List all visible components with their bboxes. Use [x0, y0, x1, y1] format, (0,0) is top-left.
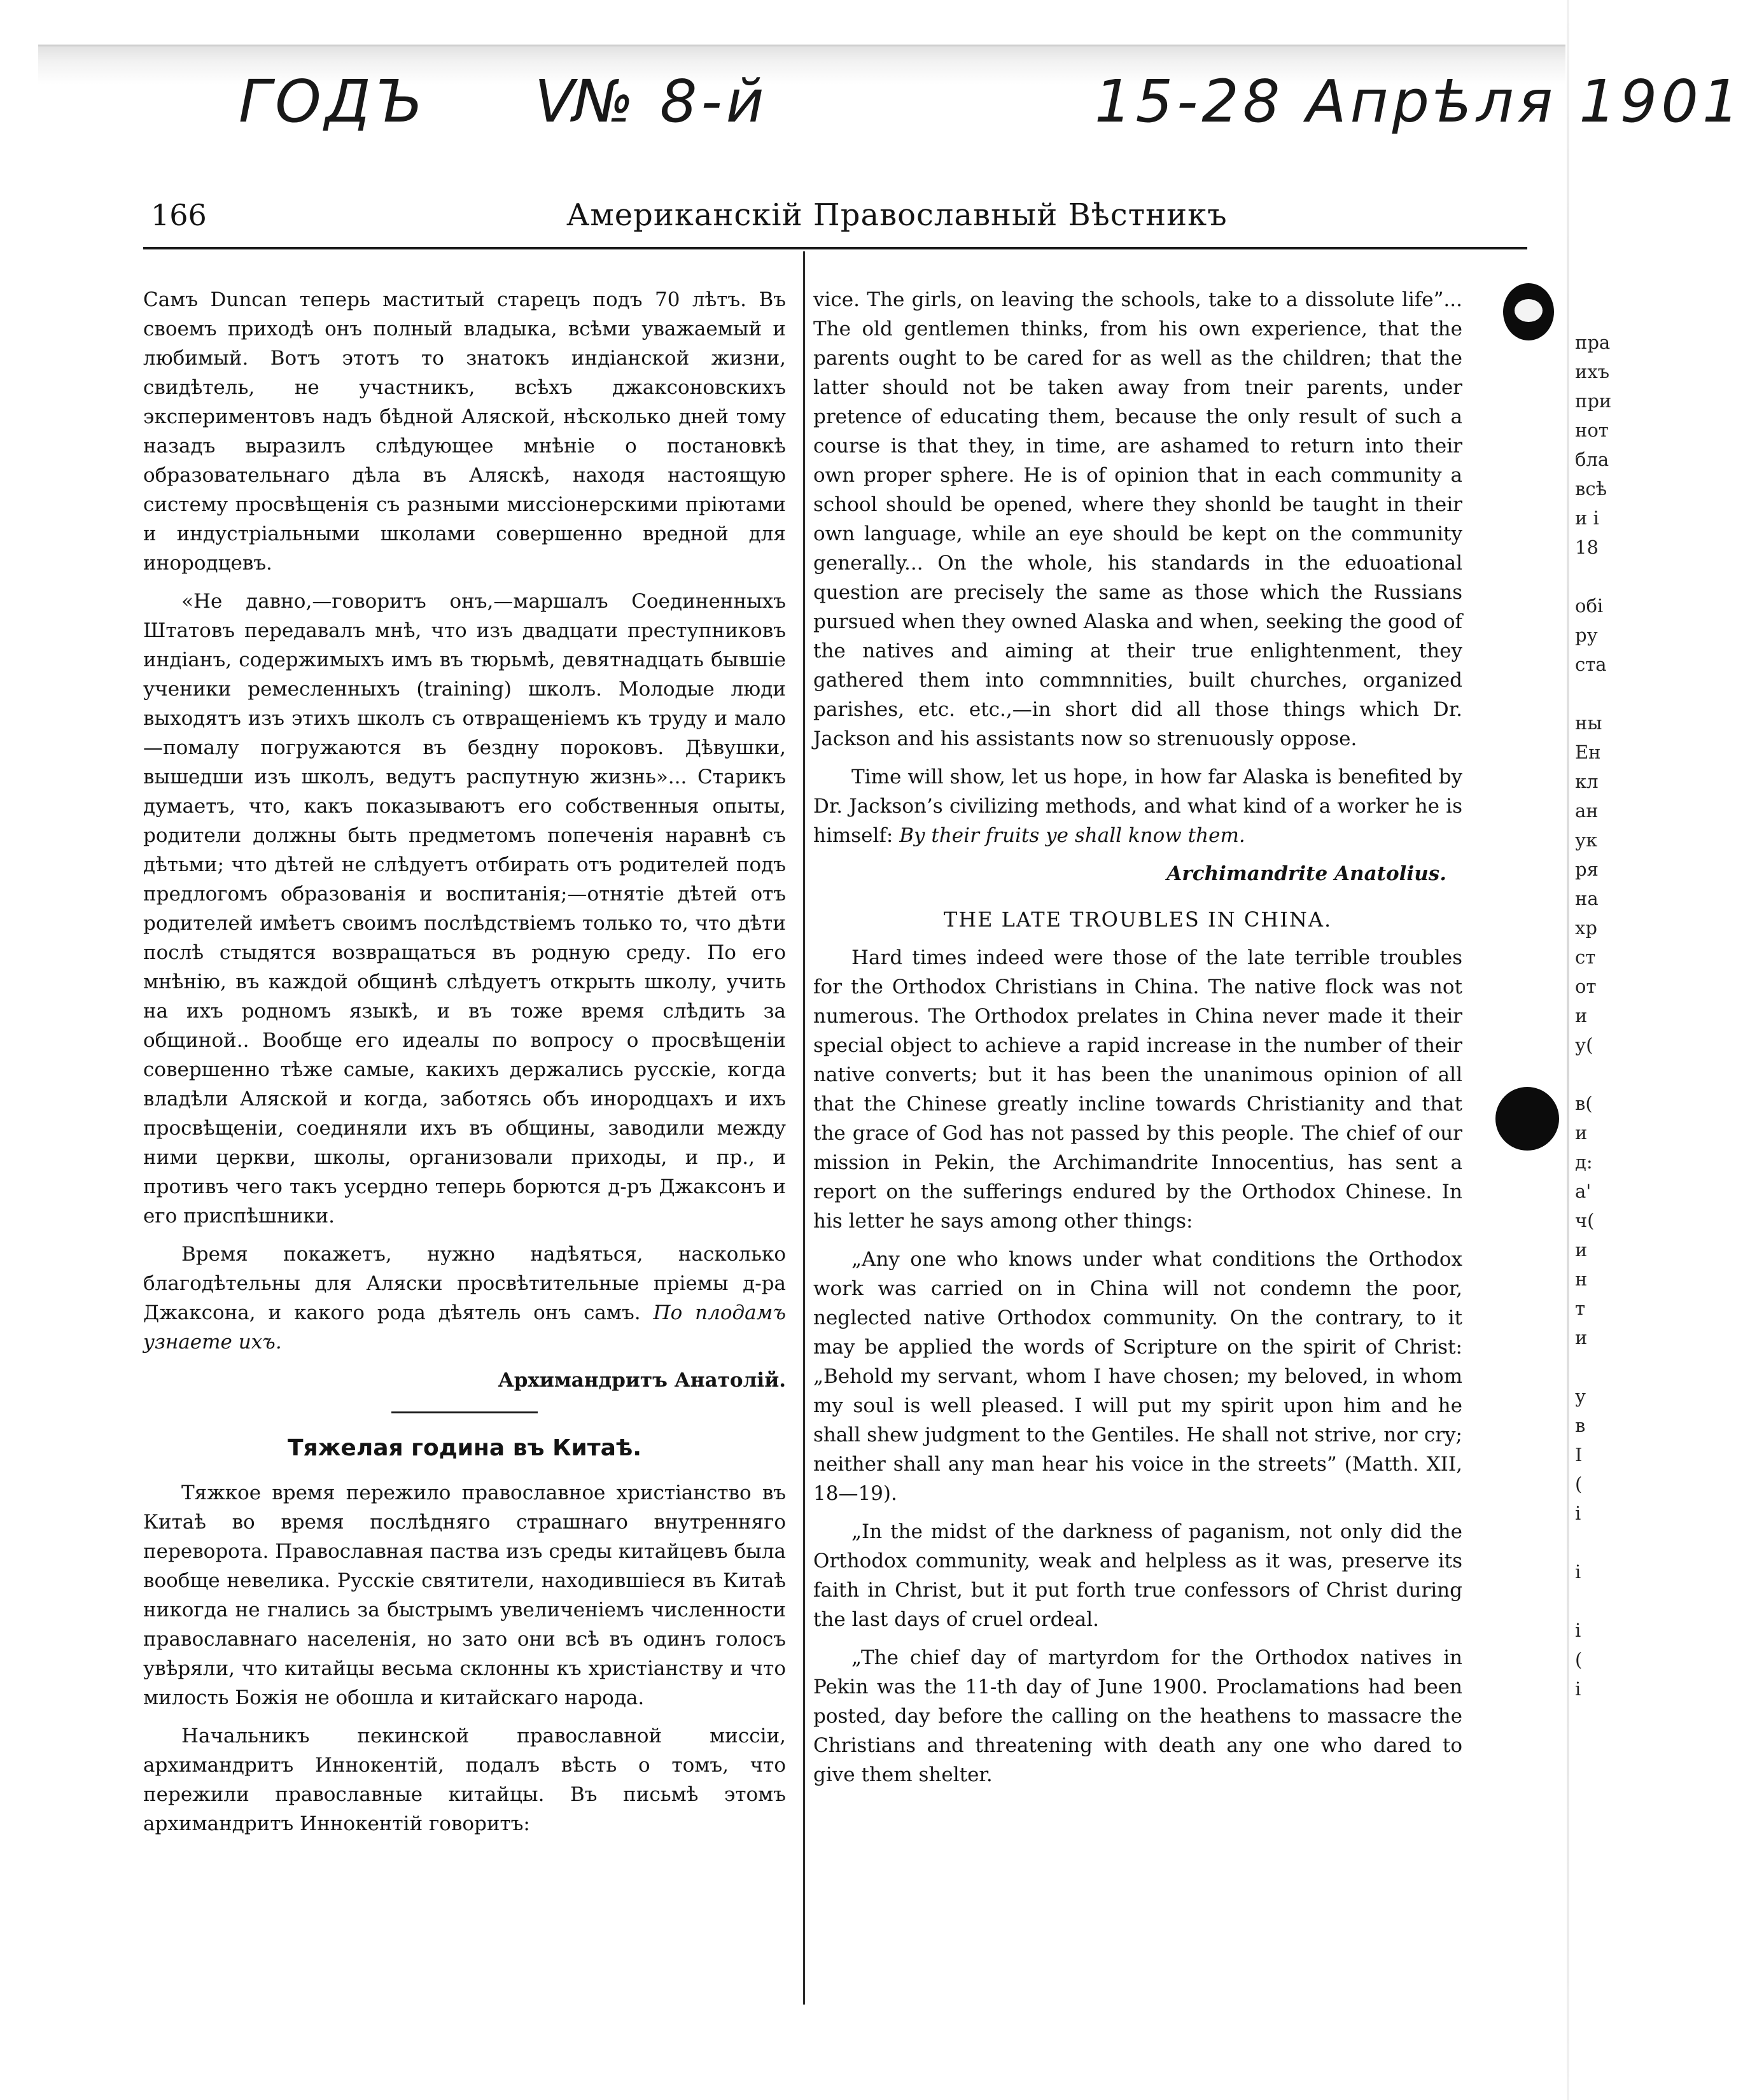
binder-hole-highlight [1515, 299, 1543, 322]
author-signature: Архимандритъ Анатолій. [498, 1369, 786, 1392]
page-edge-shadow [1567, 0, 1569, 2100]
bleed-fragment: ( [1575, 1473, 1583, 1495]
binder-hole [1495, 1087, 1559, 1151]
bleed-fragment: ря [1575, 858, 1599, 880]
running-title: Американскій Православный Вѣстникъ [566, 197, 1228, 233]
bleed-fragment: і [1575, 1620, 1581, 1641]
bleed-fragment: нот [1575, 419, 1609, 441]
bleed-fragment: и [1575, 1327, 1588, 1348]
page-number: 166 [151, 198, 207, 232]
bleed-fragment: ан [1575, 800, 1599, 822]
russian-column [143, 285, 786, 1847]
bleed-fragment: ч( [1575, 1210, 1595, 1231]
paragraph: Самъ Duncan теперь маститый старецъ подъ 70 лѣтъ. Въ своемъ приходѣ онъ полный владыка, всѣми уважаемый и любимый. Вотъ этотъ то знатокъ индіанской жизни, свидѣтель, не участникъ, всѣхъ джаксоновскихъ экспериментовъ надъ бѣдной Аляской, нѣсколько дней тому назадъ выразилъ слѣдующее мнѣніе о постановкѣ образовательнаго дѣла въ Аляскѣ, находя настоящую систему просвѣщенія съ разными миссіонерскими пріютами и индустріальными школами совершенно вредной для инородцевъ. [143, 288, 786, 575]
bleed-fragment [1575, 1352, 1623, 1382]
bleed-fragment: І [1575, 1444, 1583, 1466]
bleed-fragment: от [1575, 976, 1597, 997]
bleed-fragment: обі [1575, 595, 1604, 617]
bleed-fragment: а' [1575, 1180, 1592, 1202]
bleed-fragment: т [1575, 1298, 1586, 1319]
bleed-fragment: и [1575, 1122, 1588, 1144]
scripture-quote: По плодамъ узнаете ихъ. [143, 1301, 787, 1354]
paragraph-text: Time will show, let us hope, in how far Alaska is benefited by Dr. Jackson’s civilizing methods, and what kind of a worker he is himself: [813, 766, 1462, 847]
bleed-fragment: ны [1575, 712, 1602, 734]
header-rule [143, 247, 1527, 249]
bleed-fragment: пра [1575, 332, 1611, 353]
bleed-fragment: ста [1575, 654, 1607, 675]
paragraph [813, 762, 1462, 850]
bleed-fragment: в [1575, 1415, 1586, 1436]
bleed-fragment [1575, 679, 1623, 708]
paragraph [143, 1240, 786, 1357]
bleed-fragment: ру [1575, 624, 1598, 646]
bleed-fragment: кл [1575, 771, 1599, 792]
author-signature: Archimandrite Anatolius. [1166, 862, 1446, 885]
bleed-fragment: н [1575, 1268, 1588, 1290]
bleed-fragment [1575, 1586, 1623, 1616]
paragraph: „Any one who knows under what conditions the Orthodox work was carried on in China will not condemn the poor, neglected native Orthodox community. On the contrary, to it may be applied the words of Scripture on the spirit of Christ: „Behold my servant, whom I have chosen; my beloved, in whom my soul is well pleased. I will put my spirit upon him and he shall shew judgment to the Gentiles. He shall not strive, nor cry; neither shall any man hear his voice in the streets” (Matth. XII, 18—19). [813, 1248, 1462, 1505]
handwritten-date: 15-28 Апрѣля 1901 [1095, 67, 1743, 136]
bleed-fragment: і [1575, 1678, 1581, 1700]
paragraph: „The chief day of martyrdom for the Orthodox natives in Pekin was the 11-th day of June 1900. Proclamations had been posted, day before the calling on the heathens to massacre the Christians and threatening with death any one who dared to give them shelter. [813, 1646, 1462, 1786]
bleed-fragment: і [1575, 1502, 1581, 1524]
bleed-fragment: и [1575, 1005, 1588, 1026]
bleed-fragment: в( [1575, 1093, 1593, 1114]
paragraph: Тяжкое время пережило православное христіанство въ Китаѣ во время послѣдняго страшнаго внутренняго переворота. Православная паства изъ среды китайцевъ была вообще невелика. Русскіе святители, находившіеся въ Китаѣ никогда не гнались за быстрымъ увеличеніемъ численности православнаго населенія, но зато они всѣ въ одинъ голосъ увѣряли, что китайцы весьма склонны къ христіанству и что милость Божія не обошла и китайскаго народа. [143, 1481, 786, 1709]
handwritten-year-label: ГОДЪ [239, 67, 428, 136]
bleed-fragment [1575, 1528, 1623, 1557]
handwritten-volume: V [535, 67, 578, 136]
bleed-fragment [1575, 1060, 1623, 1089]
paragraph: Начальникъ пекинской православной миссіи, архимандритъ Иннокентій, подалъ вѣсть о томъ, что пережили православные китайцы. Въ письмѣ этомъ архимандритъ Иннокентій говоритъ: [143, 1725, 786, 1835]
column-divider [803, 251, 805, 2005]
paragraph: vice. The girls, on leaving the schools, take to a dissolute life”... The old gentlemen thinks, from his own experience, that the parents ought to be cared for as well as the children; that the latter should not be taken away from tneir parents, under pretence of educating them, because the only result of such a course is that they, in time, are ashamed to return into their own proper sphere. He is of opinion that in each community a school should be opened, where they shonld be taught in their own language, while an eye should be kept on the community generally... On the whole, his standards in the eduoational question are precisely the same as those which the Russians pursued when they owned Alaska and when, seeking the good of the natives and aiming at their true enlightenment, they gathered them into commnnities, built churches, organized parishes, etc. etc.,—in short did all those things which Dr. Jackson and his assistants now so strenuously oppose. [813, 288, 1462, 750]
bleed-fragment: при [1575, 390, 1612, 412]
article-heading: Тяжелая година въ Китаѣ. [287, 1435, 642, 1461]
bleed-fragment: бла [1575, 449, 1609, 470]
bleed-fragment: ( [1575, 1649, 1583, 1670]
bleed-fragment: на [1575, 888, 1599, 909]
bleed-fragment: ук [1575, 829, 1598, 851]
bleed-fragment: 18 [1575, 536, 1599, 558]
bleed-fragment [1575, 562, 1623, 591]
bleed-fragment: хр [1575, 917, 1597, 939]
scripture-quote: By their fruits ye shall know them. [899, 824, 1245, 847]
handwritten-issue: № 8-й [573, 67, 768, 136]
paragraph: „In the midst of the darkness of paganism, not only did the Orthodox community, weak and helpless as it was, preserve its faith in Christ, but it put forth true confessors of Christ during the last days of cruel ordeal. [813, 1520, 1462, 1631]
paragraph-text: Время покажетъ, нужно надѣяться, насколько благодѣтельны для Аляски просвѣтительные пріемы д-ра Джаксона, и какого рода дѣятель онъ самъ. [143, 1243, 786, 1324]
adjacent-page-bleed [1575, 328, 1623, 1704]
bleed-fragment: у( [1575, 1034, 1593, 1056]
bleed-fragment: ст [1575, 946, 1596, 968]
paragraph: «Не давно,—говоритъ онъ,—маршалъ Соединенныхъ Штатовъ передавалъ мнѣ, что изъ двадцати преступниковъ индіанъ, содержимыхъ имъ въ тюрьмѣ, девятнадцать бывшіе ученики ремесленныхъ (training) школъ. Молодые люди выходятъ изъ этихъ школъ съ отвращеніемъ къ труду и мало—помалу погружаются въ бездну пороковъ. Дѣвушки, вышедши изъ школъ, ведутъ распутную жизнь»... Старикъ думаетъ, что, какъ показываютъ его собственныя опыты, родители должны быть предметомъ попеченія наравнѣ съ дѣтьми; что дѣтей не слѣдуетъ отбирать отъ родителей подъ предлогомъ образованія и воспитанія;—отнятіе дѣтей отъ родителей имѣетъ своимъ послѣдствіемъ только то, что дѣти послѣ стыдятся возвращаться въ родную среду. По его мнѣнію, въ каждой общинѣ слѣдуетъ открыть школу, учить на ихъ родномъ языкѣ, и въ тоже время слѣдить за общиной.. Вообще его идеалы по вопросу о просвѣщеніи совершенно тѣже самые, какихъ держались русскіе, когда владѣли Аляской и когда, заботясь объ инородцахъ и ихъ просвѣщеніи, соединяли ихъ въ общины, заводили между ними церкви, школы, организовали приходы, и пр., и противъ чего такъ усердно теперь борются д-ръ Джаксонъ и его приспѣшники. [143, 590, 786, 1228]
bleed-fragment: у [1575, 1385, 1586, 1407]
bleed-fragment: всѣ [1575, 478, 1607, 500]
english-column [813, 285, 1462, 1798]
section-divider [391, 1411, 538, 1413]
bleed-fragment: и і [1575, 507, 1599, 529]
bleed-fragment: и [1575, 1239, 1588, 1261]
article-heading: THE LATE TROUBLES IN CHINA. [943, 907, 1333, 932]
bleed-fragment: і [1575, 1561, 1581, 1583]
paragraph: Hard times indeed were those of the late terrible troubles for the Orthodox Christians in China. The native flock was not numerous. The Orthodox prelates in China never made it their special object to achieve a rapid increase in the number of their native converts; but it has been the unanimous opinion of all that the Chinese greatly incline towards Christianity and that the grace of God has not passed by this people. The chief of our mission in Pekin, the Archimandrite Innocentius, has sent a report on the sufferings endured by the Orthodox Chinese. In his letter he says among other things: [813, 946, 1462, 1233]
bleed-fragment: Ен [1575, 741, 1601, 763]
bleed-fragment: д: [1575, 1151, 1593, 1173]
bleed-fragment: ихъ [1575, 361, 1610, 382]
